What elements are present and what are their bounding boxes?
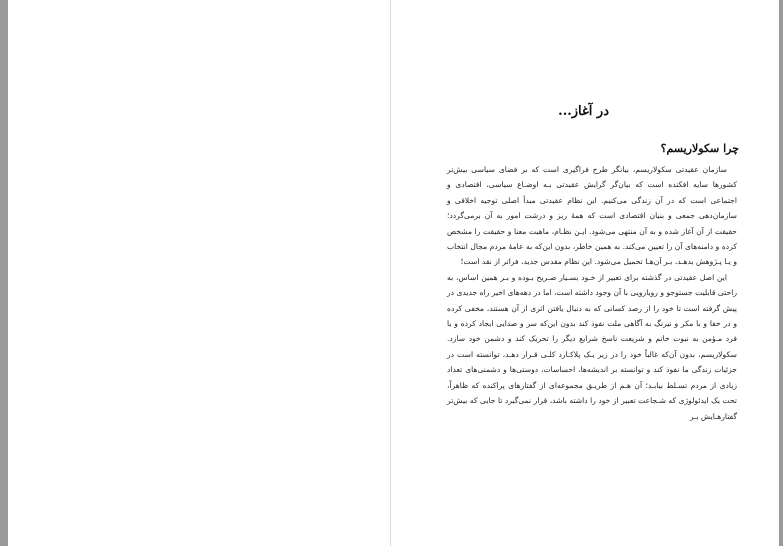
chapter-title: در آغاز... <box>558 104 609 119</box>
section-title: چرا سکولاریسم؟ <box>660 142 739 155</box>
viewer-left-border <box>0 0 8 546</box>
body-text <box>447 162 737 424</box>
viewer-scrollbar[interactable] <box>779 0 783 546</box>
paragraph-1: سازمان عقیدتی سکولاریسم، بیانگر طرح فراگیری است که بر فضای سیاسی بیش‌تر کشورها سایه افکنده است که بیان‌گر گرایش عقیدتی بـه اوضـاع سیاسی، اقتصادی و اجتماعی است که در آن زندگی می‌کنیم. این نظام عقیدتی مبدأ اصلی توجیه اخلاقی و سازمان‌دهی جمعی و بنیان اقتصادی است که همهٔ ریز و درشت امور به آن برمی‌گردد؛ حقیقت از آن آغاز شده و به آن منتهی می‌شود. ایـن نظـام، ماهیت معنا و حقیقت را مشخص کرده و دامنه‌های آن را تعیین می‌کند. به همین خاطر، بدون این‌که به عامهٔ مردم مجال انتخاب و یـا پـژوهش بدهـد، بـر آن‌هـا تحمیل می‌شود. این نظام مقدس جدید، فراتر از نقد است! <box>447 165 737 267</box>
left-page-blank <box>8 0 390 546</box>
paragraph-2: این اصل عقیدتی در گذشته برای تعبیر از خـود بسـیار صـریح بـوده و بـر همین اساس، به راحتی قابلیت جستوجو و رویارویی با آن وجود داشته است، اما در دهه‌های اخیر راه جدیدی در پیش گرفته است تا خود را از رصد کسانی که به دنبال یافتن اثری از آن هستند، مخفی کرده و در خفا و با مکر و نیرنگ به آگاهی ملت نفوذ کند بدون این‌که سر و صدایی ایجاد کرده و یا فرد مـؤمن به نبوت خاتم و شریعت ناسخ شرایع دیگر را تحریک کند و دشمن خود سازد. سکولاریسم، بدون آن‌که غالباً خود را در زیر یـک پلاکـارد کلـی قـرار دهـد، توانسته است در جزئیات زندگی ما نفوذ کند و توانسته بر اندیشه‌ها، احساسات، دوستی‌ها و دشمنی‌های تعداد زیادی از مردم تسـلط بیابـد؛ آن هـم از طریـق مجموعه‌ای از گفتارهای پراکنده که ظاهراً، تحت یک ایدئولوژی که شـجاعت تعبیر از خود را داشته باشد، قرار نمی‌گیرد تا جایی که بیش‌تر گفتارهـایش بـر <box>447 272 737 421</box>
right-page <box>391 0 779 546</box>
